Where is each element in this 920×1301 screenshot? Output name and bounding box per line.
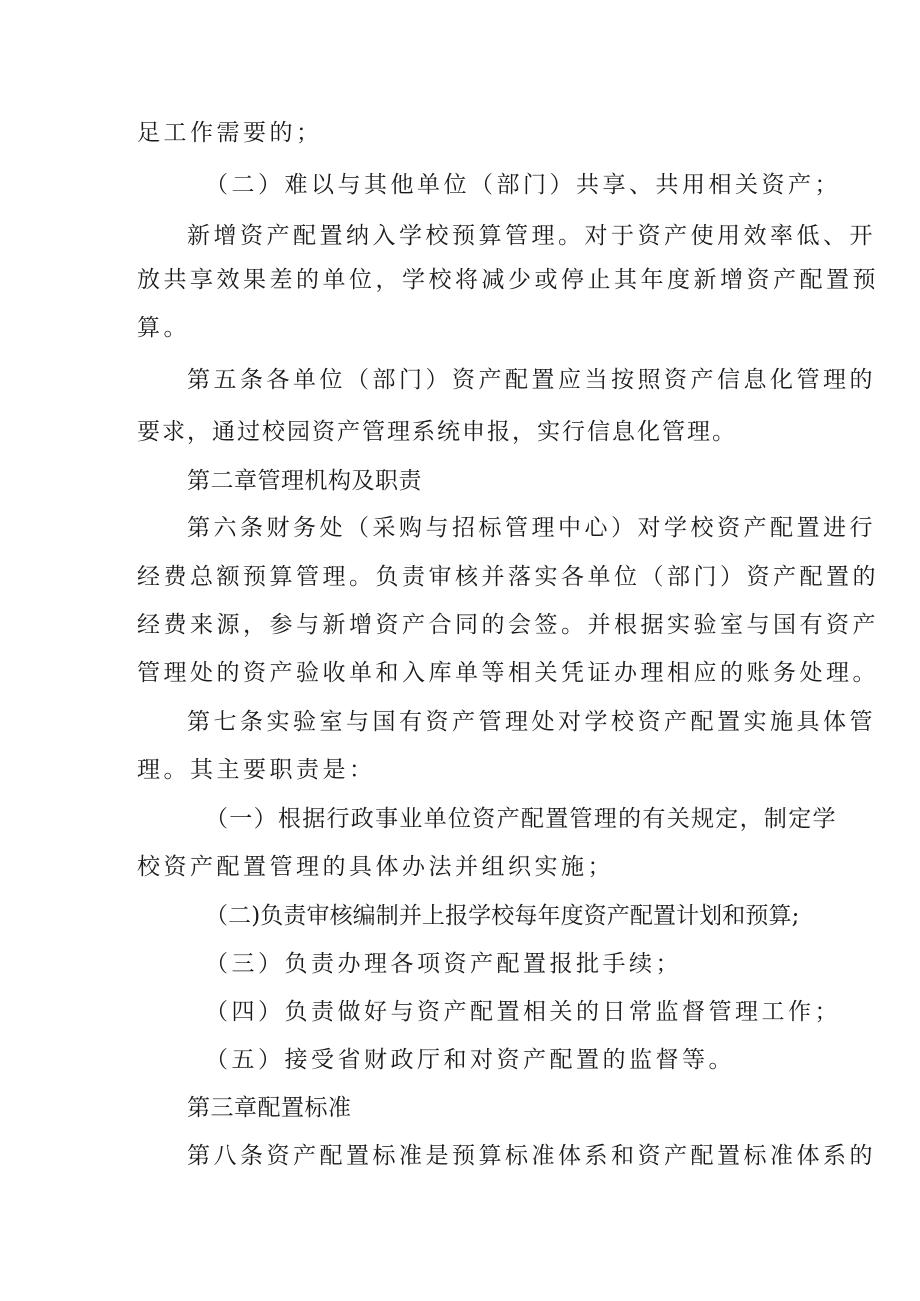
section-heading: 第二章管理机构及职责 <box>187 468 422 494</box>
paragraph-line: 经费来源，参与新增资产合同的会签。并根据实验室与国有资产 <box>137 612 879 638</box>
paragraph-line: 第六条财务处（采购与招标管理中心）对学校资产配置进行 <box>187 515 876 541</box>
paragraph-line: 要求，通过校园资产管理系统申报，实行信息化管理。 <box>137 419 737 445</box>
paragraph-line: （二)负责审核编制并上报学校每年度资产配置计划和预算; <box>205 903 800 929</box>
paragraph-line: 新增资产配置纳入学校预算管理。对于资产使用效率低、开 <box>187 223 876 249</box>
paragraph-line: 管理处的资产验收单和入库单等相关凭证办理相应的账务处理。 <box>137 660 879 686</box>
paragraph-line: （三）负责办理各项资产配置报批手续； <box>205 951 682 977</box>
paragraph-line: 放共享效果差的单位，学校将减少或停止其年度新增资产配置预 <box>137 267 879 293</box>
section-heading: 第三章配置标准 <box>187 1095 352 1121</box>
paragraph-line: 第八条资产配置标准是预算标准体系和资产配置标准体系的 <box>187 1143 876 1169</box>
paragraph-line: 经费总额预算管理。负责审核并落实各单位（部门）资产配置的 <box>137 564 879 590</box>
paragraph-line: 理。其主要职责是： <box>137 757 376 783</box>
paragraph-line: 第五条各单位（部门）资产配置应当按照资产信息化管理的 <box>187 367 876 393</box>
paragraph-line: 第七条实验室与国有资产管理处对学校资产配置实施具体管 <box>187 709 876 735</box>
paragraph-line: （五）接受省财政厅和对资产配置的监督等。 <box>205 1047 735 1073</box>
paragraph-line: （二）难以与其他单位（部门）共享、共用相关资产； <box>205 172 841 198</box>
paragraph-line: 算。 <box>137 315 190 341</box>
paragraph-line: 足工作需要的； <box>137 120 323 146</box>
paragraph-line: （一）根据行政事业单位资产配置管理的有关规定，制定学 <box>205 806 837 832</box>
paragraph-line: （四）负责做好与资产配置相关的日常监督管理工作； <box>205 999 841 1025</box>
paragraph-line: 校资产配置管理的具体办法并组织实施； <box>137 854 614 880</box>
